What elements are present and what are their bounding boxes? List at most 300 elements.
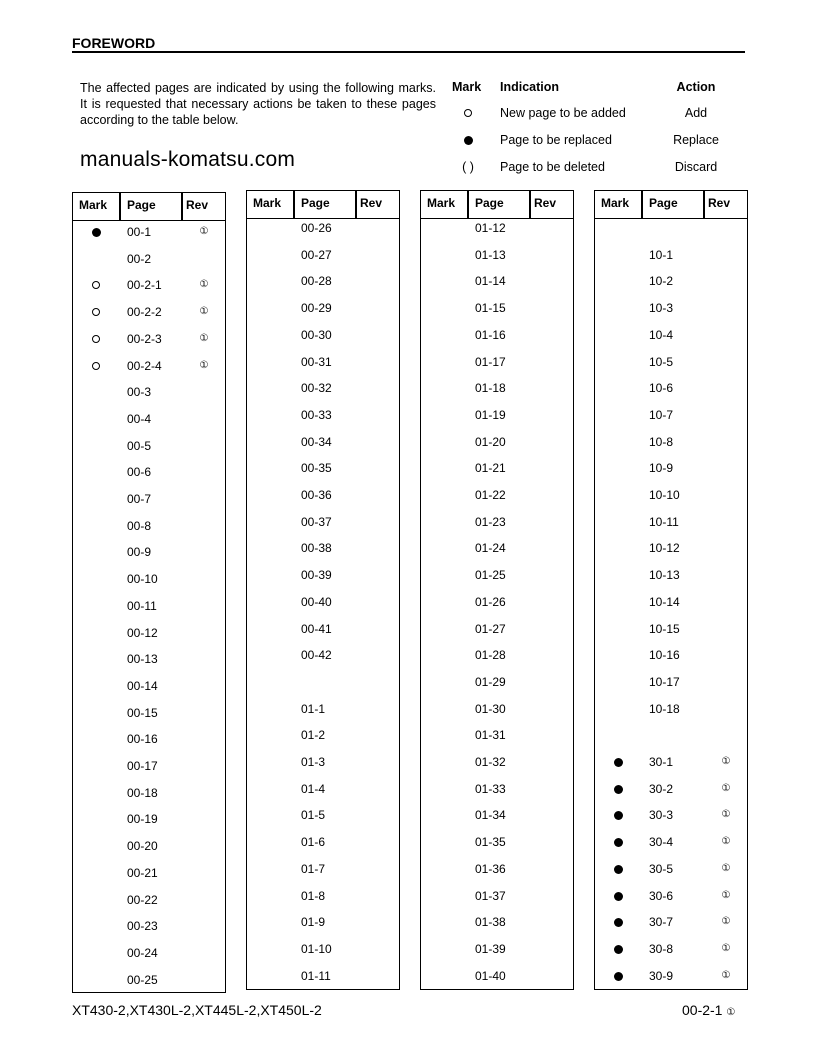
row-mark [73, 359, 119, 373]
row-page: 00-38 [301, 541, 332, 556]
table-row [595, 435, 747, 455]
row-page: 10-17 [649, 674, 680, 689]
table-row [247, 541, 399, 561]
row-page: 00-27 [301, 247, 332, 262]
table-row [247, 648, 399, 668]
footer-rev: ① [726, 1007, 736, 1018]
row-page: 00-21 [127, 865, 158, 880]
row-mark [595, 835, 641, 850]
legend-indication: Page to be deleted [500, 160, 605, 174]
table-row [73, 225, 225, 245]
row-rev: ① [721, 809, 731, 821]
row-page: 10-8 [649, 434, 674, 449]
row-page: 10-14 [649, 594, 680, 609]
row-page: 01-10 [301, 941, 332, 956]
row-page: 00-40 [301, 594, 332, 609]
row-page: 00-37 [301, 514, 332, 529]
table-row [73, 439, 225, 459]
row-rev: ① [199, 359, 209, 371]
column-divider [355, 191, 357, 218]
row-page: 01-5 [301, 808, 326, 823]
row-page: 01-16 [475, 327, 506, 342]
row-page: 01-22 [475, 488, 506, 502]
row-rev: ① [199, 226, 209, 237]
row-page: 01-8 [301, 888, 326, 903]
column-divider [293, 191, 295, 218]
row-page: 30-3 [649, 808, 674, 823]
row-page: 10-7 [649, 407, 674, 422]
table-row [73, 519, 225, 539]
table-row [73, 385, 225, 405]
open-circle-icon [92, 335, 100, 343]
table-row [421, 702, 573, 722]
filled-circle-icon [614, 865, 623, 874]
row-page: 01-11 [301, 968, 331, 983]
row-page: 01-33 [475, 781, 506, 796]
table-row [421, 381, 573, 401]
table-row [73, 893, 225, 913]
table-row [73, 305, 225, 325]
row-page: 00-33 [301, 407, 332, 422]
table-row [247, 328, 399, 348]
table-row [595, 301, 747, 321]
row-page: 01-31 [475, 728, 506, 743]
table-row [247, 782, 399, 802]
row-page: 01-35 [475, 835, 506, 850]
row-page: 10-3 [649, 301, 674, 316]
row-rev: ① [721, 756, 731, 767]
row-page: 01-19 [475, 407, 506, 422]
row-page: 30-4 [649, 835, 674, 850]
legend-indication: New page to be added [500, 106, 626, 120]
table-row [73, 492, 225, 512]
table-row [247, 274, 399, 294]
header-mark: Mark [253, 196, 282, 210]
table-row [247, 221, 399, 241]
filled-circle-icon [614, 785, 623, 794]
table-row [73, 706, 225, 726]
table-row [247, 675, 399, 695]
header-page: Page [301, 196, 330, 210]
row-page: 10-13 [649, 568, 680, 583]
row-page: 01-29 [475, 674, 506, 689]
row-rev: ① [721, 836, 731, 848]
table-row [73, 252, 225, 272]
table-row [73, 572, 225, 592]
row-page: 10-16 [649, 648, 680, 663]
legend-mark [448, 133, 488, 148]
row-page: 01-18 [475, 381, 506, 396]
table-row [247, 408, 399, 428]
header-rev: Rev [708, 196, 731, 210]
row-rev: ① [721, 782, 731, 794]
row-page: 30-1 [649, 755, 674, 769]
row-page: 01-39 [475, 941, 506, 956]
table-row [595, 221, 747, 241]
table-row [73, 973, 225, 993]
row-page: 01-23 [475, 514, 506, 529]
row-mark [73, 305, 119, 319]
row-page: 01-7 [301, 861, 326, 876]
table-row [247, 862, 399, 882]
row-page: 30-9 [649, 968, 674, 983]
row-page: 10-5 [649, 354, 674, 369]
table-row [421, 541, 573, 561]
intro-paragraph: The affected pages are indicated by using the following marks. It is requested that necessary actions be taken to these pages according to the table below. [80, 81, 436, 127]
row-page: 01-21 [475, 461, 506, 476]
watermark: manuals-komatsu.com [80, 148, 296, 171]
row-page: 10-1 [649, 247, 674, 262]
table-header [421, 191, 573, 219]
table-row [73, 332, 225, 352]
row-page: 01-13 [475, 247, 506, 262]
header-mark: Mark [601, 196, 630, 210]
table-row [247, 515, 399, 535]
row-page: 00-18 [127, 785, 158, 800]
table-row [247, 942, 399, 962]
open-circle-icon [92, 281, 100, 289]
footer-page: 00-2-1 [682, 1002, 723, 1018]
table-row [73, 946, 225, 966]
row-page: 00-36 [301, 488, 332, 502]
table-row [73, 786, 225, 806]
row-page: 10-6 [649, 381, 674, 396]
row-page: 00-41 [301, 621, 332, 636]
row-page: 00-28 [301, 274, 332, 289]
revision-table-3 [420, 190, 574, 990]
legend-action: Discard [674, 160, 718, 174]
header-page: Page [649, 196, 678, 210]
table-row [421, 488, 573, 508]
table-row [595, 408, 747, 428]
table-header [595, 191, 747, 219]
row-page: 00-31 [301, 354, 332, 369]
row-page: 00-26 [301, 221, 332, 235]
table-row [73, 679, 225, 699]
row-page: 01-24 [475, 541, 506, 556]
header-page: Page [127, 198, 156, 212]
table-row [595, 248, 747, 268]
row-page: 00-22 [127, 892, 158, 907]
table-row [247, 461, 399, 481]
column-divider [703, 191, 705, 218]
row-mark [595, 889, 641, 904]
row-rev: ① [721, 889, 731, 901]
table-row [595, 675, 747, 695]
table-row [73, 599, 225, 619]
header-rev: Rev [186, 198, 209, 212]
table-row [421, 915, 573, 935]
row-mark [595, 808, 641, 823]
table-row [73, 759, 225, 779]
row-page: 00-35 [301, 461, 332, 476]
table-header [247, 191, 399, 219]
row-page: 00-24 [127, 945, 158, 960]
column-divider [467, 191, 469, 218]
table-row [421, 808, 573, 828]
table-row [595, 595, 747, 615]
row-mark [595, 782, 641, 797]
revision-table-2 [246, 190, 400, 990]
row-page: 00-29 [301, 301, 332, 316]
row-mark [73, 332, 119, 346]
table-row [247, 835, 399, 855]
revision-table-1 [72, 192, 226, 993]
row-page: 01-14 [475, 274, 506, 289]
row-page: 00-2-4 [127, 358, 162, 373]
row-page: 00-15 [127, 705, 158, 720]
table-row [595, 515, 747, 535]
table-row [73, 812, 225, 832]
header-rev: Rev [534, 196, 557, 210]
row-page: 00-20 [127, 839, 158, 854]
row-page: 10-11 [649, 514, 679, 529]
table-row [421, 435, 573, 455]
row-page: 01-25 [475, 568, 506, 583]
row-page: 00-19 [127, 812, 158, 827]
table-row [73, 626, 225, 646]
table-row [421, 862, 573, 882]
row-page: 00-2 [127, 251, 152, 266]
row-page: 00-3 [127, 385, 152, 400]
filled-circle-icon [614, 838, 623, 847]
row-page: 00-11 [127, 598, 157, 613]
table-row [595, 969, 747, 989]
row-page: 01-9 [301, 915, 326, 930]
row-page: 01-20 [475, 434, 506, 449]
table-row [73, 359, 225, 379]
table-row [73, 652, 225, 672]
table-row [421, 755, 573, 775]
table-row [595, 942, 747, 962]
table-row [73, 866, 225, 886]
row-page: 01-6 [301, 835, 326, 850]
row-page: 00-2-2 [127, 305, 162, 320]
row-page: 01-28 [475, 648, 506, 663]
table-row [421, 942, 573, 962]
row-page: 01-36 [475, 861, 506, 876]
table-row [595, 915, 747, 935]
table-row [247, 435, 399, 455]
row-mark [595, 915, 641, 930]
table-row [421, 355, 573, 375]
table-row [595, 755, 747, 775]
table-row [247, 702, 399, 722]
table-row [595, 862, 747, 882]
table-row [595, 622, 747, 642]
legend-mark [448, 160, 488, 174]
row-page: 00-25 [127, 972, 158, 987]
row-page: 01-37 [475, 888, 506, 903]
row-page: 01-40 [475, 968, 506, 983]
table-row [421, 728, 573, 748]
table-row [421, 408, 573, 428]
row-page: 01-1 [301, 701, 326, 716]
table-row [595, 568, 747, 588]
open-circle-icon [464, 109, 472, 117]
row-page: 00-9 [127, 545, 152, 560]
row-page: 00-14 [127, 678, 158, 693]
table-row [595, 328, 747, 348]
row-page: 01-38 [475, 915, 506, 930]
row-page: 01-12 [475, 221, 506, 235]
header-page: Page [475, 196, 504, 210]
filled-circle-icon [614, 972, 623, 981]
row-page: 00-1 [127, 225, 152, 239]
row-page: 01-27 [475, 621, 506, 636]
row-page: 10-4 [649, 327, 674, 342]
table-row [595, 488, 747, 508]
row-rev: ① [199, 306, 209, 318]
table-row [247, 808, 399, 828]
filled-circle-icon [92, 228, 101, 237]
table-row [73, 465, 225, 485]
row-page: 00-30 [301, 327, 332, 342]
row-rev: ① [199, 332, 209, 344]
table-row [247, 381, 399, 401]
title-rule [72, 51, 745, 53]
table-row [595, 381, 747, 401]
legend-header-mark: Mark [452, 80, 482, 94]
open-circle-icon [92, 362, 100, 370]
row-mark [595, 862, 641, 877]
row-mark [595, 755, 641, 770]
row-rev: ① [721, 969, 731, 981]
table-row [421, 675, 573, 695]
footer-page-number [682, 1002, 735, 1018]
row-page: 10-15 [649, 621, 680, 636]
mark-text: ( ) [462, 160, 474, 174]
page-title: FOREWORD [72, 35, 156, 51]
table-row [421, 889, 573, 909]
header-mark: Mark [427, 196, 456, 210]
table-row [421, 515, 573, 535]
table-row [421, 595, 573, 615]
row-mark [73, 225, 119, 240]
table-row [421, 221, 573, 241]
table-row [595, 782, 747, 802]
row-page: 10-18 [649, 701, 680, 716]
row-page: 00-42 [301, 648, 332, 663]
revision-table-4 [594, 190, 748, 990]
table-row [421, 648, 573, 668]
row-mark [595, 969, 641, 984]
row-page: 00-34 [301, 434, 332, 449]
row-page: 00-39 [301, 568, 332, 583]
column-divider [181, 193, 183, 220]
row-mark [595, 942, 641, 957]
filled-circle-icon [614, 918, 623, 927]
table-row [247, 355, 399, 375]
row-page: 00-2-1 [127, 278, 162, 293]
table-row [421, 248, 573, 268]
table-row [73, 839, 225, 859]
row-page: 00-17 [127, 759, 158, 773]
row-page: 10-12 [649, 541, 680, 556]
table-row [595, 702, 747, 722]
row-page: 30-5 [649, 861, 674, 876]
table-row [247, 728, 399, 748]
row-page: 00-4 [127, 411, 152, 426]
filled-circle-icon [614, 758, 623, 767]
footer-models: XT430-2,XT430L-2,XT445L-2,XT450L-2 [72, 1002, 322, 1018]
table-row [421, 568, 573, 588]
legend-action: Add [684, 106, 708, 120]
table-row [247, 969, 399, 989]
row-rev: ① [721, 862, 731, 874]
row-rev: ① [721, 916, 731, 928]
row-page: 00-2-3 [127, 331, 162, 346]
table-row [595, 808, 747, 828]
table-row [595, 461, 747, 481]
row-page: 00-23 [127, 919, 158, 934]
table-row [73, 545, 225, 565]
table-row [595, 541, 747, 561]
row-page: 30-8 [649, 941, 674, 956]
row-page: 00-5 [127, 438, 152, 453]
table-row [73, 278, 225, 298]
row-page: 01-3 [301, 755, 326, 769]
table-row [421, 328, 573, 348]
row-mark [73, 278, 119, 292]
row-page: 30-6 [649, 888, 674, 903]
legend-header-indication: Indication [500, 80, 560, 94]
table-row [595, 835, 747, 855]
row-page: 10-9 [649, 461, 674, 476]
table-row [421, 969, 573, 989]
table-row [421, 835, 573, 855]
row-page: 30-2 [649, 781, 674, 796]
table-row [247, 915, 399, 935]
row-page: 00-12 [127, 625, 158, 640]
filled-circle-icon [614, 945, 623, 954]
table-row [247, 889, 399, 909]
row-page: 10-2 [649, 274, 674, 289]
table-row [247, 568, 399, 588]
filled-circle-icon [614, 811, 623, 820]
row-page: 00-8 [127, 518, 152, 533]
column-divider [529, 191, 531, 218]
row-page: 00-10 [127, 572, 158, 587]
legend-indication: Page to be replaced [500, 133, 612, 147]
row-page: 01-4 [301, 781, 326, 796]
filled-circle-icon [614, 892, 623, 901]
row-page: 01-17 [475, 354, 506, 369]
row-page: 01-2 [301, 728, 326, 743]
table-header [73, 193, 225, 221]
row-page: 01-34 [475, 808, 506, 823]
row-page: 30-7 [649, 915, 674, 930]
row-page: 01-32 [475, 755, 506, 769]
table-row [421, 461, 573, 481]
table-row [73, 732, 225, 752]
table-row [595, 889, 747, 909]
row-page: 00-7 [127, 492, 152, 506]
table-row [421, 622, 573, 642]
table-row [247, 622, 399, 642]
table-row [421, 274, 573, 294]
header-rev: Rev [360, 196, 383, 210]
row-page: 01-26 [475, 594, 506, 609]
table-row [595, 274, 747, 294]
row-page: 01-15 [475, 301, 506, 316]
row-page: 00-16 [127, 732, 158, 747]
legend-header-action: Action [676, 80, 716, 94]
row-page: 01-30 [475, 701, 506, 716]
table-row [421, 301, 573, 321]
column-divider [641, 191, 643, 218]
column-divider [119, 193, 121, 220]
